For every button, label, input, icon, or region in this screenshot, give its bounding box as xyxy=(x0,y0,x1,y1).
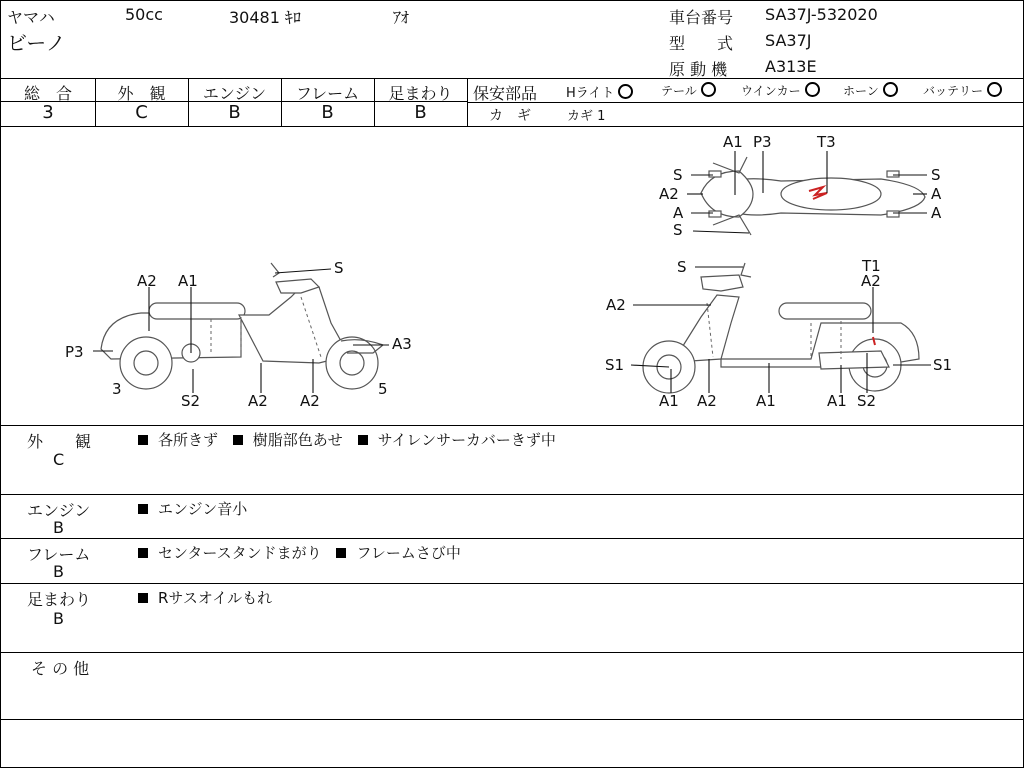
section-title: フレーム xyxy=(27,545,91,564)
diagram-label: S1 xyxy=(933,356,953,374)
diagram-label: T3 xyxy=(817,133,836,151)
diagram-label: T1 xyxy=(862,257,881,275)
diagram-label: P3 xyxy=(65,343,84,361)
diagram-label: A1 xyxy=(827,392,847,410)
grade-exterior-value: C xyxy=(135,102,148,123)
diagram-label: A2 xyxy=(248,392,268,410)
diagram-label: A xyxy=(931,204,942,222)
key-label: カ ギ xyxy=(489,108,531,124)
divider xyxy=(467,102,1023,103)
diagram-label: A2 xyxy=(606,296,626,314)
safety-item-battery: バッテリー xyxy=(923,82,1002,99)
diagram-label: S xyxy=(334,259,344,277)
diagram-label: A3 xyxy=(392,335,412,353)
diagram-label: S2 xyxy=(857,392,877,410)
divider xyxy=(1,652,1023,653)
key-value: カギ 1 xyxy=(567,109,606,124)
diagram-label: A xyxy=(931,185,942,203)
maker: ヤマハ xyxy=(7,8,55,27)
diagram-label: A xyxy=(673,204,684,222)
diagram-label: A2 xyxy=(137,272,157,290)
safety-title: 保安部品 xyxy=(473,84,538,103)
grade-engine-label: エンジン xyxy=(202,84,267,103)
divider xyxy=(1,538,1023,539)
ok-circle-icon xyxy=(805,82,820,97)
engine-label: 原 動 機 xyxy=(669,60,728,79)
safety-item-headlight: Hライト xyxy=(566,82,633,101)
diagram-label: A2 xyxy=(300,392,320,410)
bullet-square-icon xyxy=(138,435,148,445)
divider xyxy=(1,425,1023,426)
bullet-square-icon xyxy=(138,593,148,603)
grade-engine-value: B xyxy=(228,102,241,123)
diagram-label: A1 xyxy=(723,133,743,151)
diagram-label: A1 xyxy=(659,392,679,410)
divider xyxy=(1,583,1023,584)
grade-exterior-label: 外 観 xyxy=(117,84,166,103)
diagram-label: S xyxy=(931,166,941,184)
chassis-value: SA37J-532020 xyxy=(765,5,878,24)
safety-item-horn: ホーン xyxy=(843,82,898,99)
grade-total-value: 3 xyxy=(42,102,54,123)
section-title: 外 観 xyxy=(27,432,92,451)
ok-circle-icon xyxy=(987,82,1002,97)
diagram-label: P3 xyxy=(753,133,772,151)
diagram-label: A2 xyxy=(659,185,679,203)
section-notes: 各所きず 樹脂部色あせ サイレンサーカバーきず中 xyxy=(138,429,556,450)
section-title: 足まわり xyxy=(27,590,92,609)
bullet-square-icon xyxy=(138,548,148,558)
grade-frame-label: フレーム xyxy=(295,84,360,103)
diagram-label: S1 xyxy=(605,356,625,374)
section-notes: エンジン音小 xyxy=(138,498,247,519)
grade-frame-value: B xyxy=(321,102,334,123)
grade-total-label: 総 合 xyxy=(23,84,72,103)
mileage: 30481 ｷﾛ xyxy=(229,8,301,27)
section-grade: C xyxy=(53,450,65,469)
diagram-label: S2 xyxy=(181,392,201,410)
section-title: そ の 他 xyxy=(31,659,90,678)
section-grade: B xyxy=(53,609,64,628)
diagram-label: A1 xyxy=(756,392,776,410)
ok-circle-icon xyxy=(701,82,716,97)
diagram-label: S xyxy=(677,258,687,276)
divider xyxy=(1,719,1023,720)
bullet-square-icon xyxy=(138,504,148,514)
safety-item-winker: ウインカー xyxy=(741,82,820,99)
diagram-label: S xyxy=(673,166,683,184)
bullet-square-icon xyxy=(358,435,368,445)
divider xyxy=(1,78,1023,79)
section-notes: Rサスオイルもれ xyxy=(138,587,272,608)
chassis-label: 車台番号 xyxy=(669,8,734,27)
diagram-label: A2 xyxy=(697,392,717,410)
engine-value: A313E xyxy=(765,57,817,76)
ok-circle-icon xyxy=(618,84,633,99)
type-value: SA37J xyxy=(765,31,812,50)
ok-circle-icon xyxy=(883,82,898,97)
divider xyxy=(1,494,1023,495)
bullet-square-icon xyxy=(233,435,243,445)
displacement: 50cc xyxy=(125,5,163,24)
section-title: エンジン xyxy=(27,501,91,520)
bullet-square-icon xyxy=(336,548,346,558)
diagram-label: A1 xyxy=(178,272,198,290)
grade-suspension-label: 足まわり xyxy=(388,84,453,103)
diagram-label: S xyxy=(673,221,683,239)
section-grade: B xyxy=(53,518,64,537)
type-label: 型 式 xyxy=(669,34,734,53)
diagram-label: 3 xyxy=(112,380,122,398)
diagram-label: 5 xyxy=(378,380,388,398)
diagram-label: A2 xyxy=(861,272,881,290)
section-notes: センタースタンドまがり フレームさび中 xyxy=(138,542,461,563)
grade-suspension-value: B xyxy=(414,102,427,123)
damage-diagram xyxy=(1,127,1023,425)
section-grade: B xyxy=(53,562,64,581)
color: ｱｵ xyxy=(393,8,410,27)
safety-item-tail: テール xyxy=(661,82,716,99)
model-name: ビーノ xyxy=(7,31,66,55)
